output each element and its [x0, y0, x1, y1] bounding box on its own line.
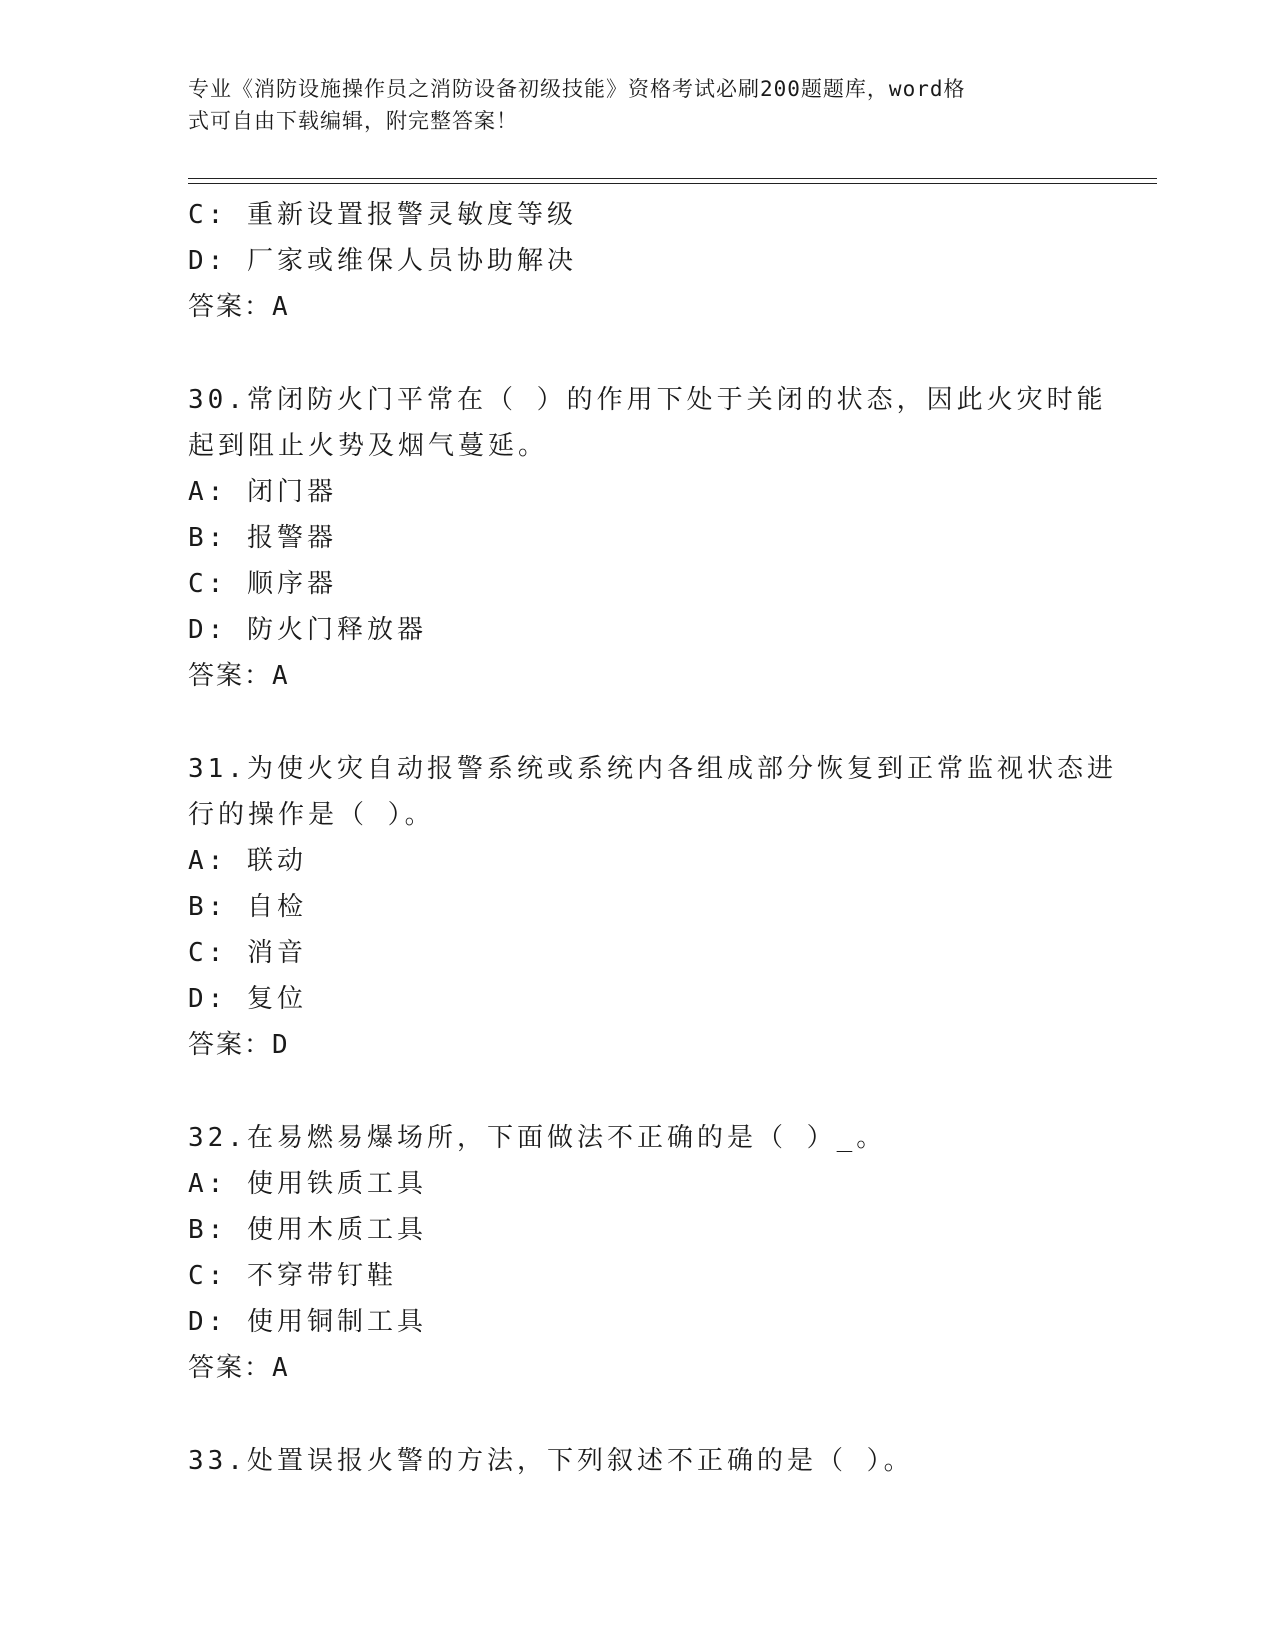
question-31 [188, 746, 1117, 1068]
question-stem: 33.处置误报火警的方法，下列叙述不正确的是（ ）。 [188, 1446, 914, 1476]
question-30 [188, 377, 1107, 699]
option-text: 闭门器 [246, 477, 337, 507]
option-label: B: [188, 892, 228, 922]
answer-value: A [272, 661, 290, 691]
question-29-continued [188, 192, 1088, 330]
option-c [188, 1253, 1088, 1299]
option-text: 复位 [246, 984, 307, 1014]
option-label: D: [188, 984, 228, 1014]
option-d [188, 238, 1088, 284]
option-label: D: [188, 246, 228, 276]
option-label: C: [188, 1261, 228, 1291]
option-label: C: [188, 938, 228, 968]
option-label: D: [188, 615, 228, 645]
answer-line [188, 1345, 1088, 1391]
option-d [188, 976, 1088, 1022]
option-d [188, 1299, 1088, 1345]
answer-line [188, 1022, 1088, 1068]
header-line-2: 式可自由下载编辑，附完整答案！ [188, 109, 518, 133]
question-stem: 30.常闭防火门平常在（ ）的作用下处于关闭的状态，因此火灾时能 [188, 385, 1107, 415]
option-a [188, 838, 1088, 884]
question-stem-continued: 起到阻止火势及烟气蔓延。 [188, 431, 549, 461]
option-a [188, 469, 1088, 515]
option-text: 使用铜制工具 [246, 1307, 427, 1337]
option-label: A: [188, 1169, 228, 1199]
option-text: 消音 [246, 938, 307, 968]
question-33 [188, 1438, 1088, 1484]
question-stem: 32.在易燃易爆场所，下面做法不正确的是（ ）_。 [188, 1123, 887, 1153]
question-stem-continued: 行的操作是（ ）。 [188, 800, 435, 830]
option-label: D: [188, 1307, 228, 1337]
answer-line [188, 653, 1088, 699]
answer-value: A [272, 292, 290, 322]
answer-label: 答案： [188, 1030, 273, 1060]
header-line-1: 专业《消防设施操作员之消防设备初级技能》资格考试必刷200题题库，word格 [188, 77, 966, 101]
option-text: 使用铁质工具 [246, 1169, 427, 1199]
answer-value: A [272, 1353, 290, 1383]
option-c [188, 561, 1088, 607]
answer-line [188, 284, 1088, 330]
question-stem: 31.为使火灾自动报警系统或系统内各组成部分恢复到正常监视状态进 [188, 754, 1117, 784]
option-label: A: [188, 477, 228, 507]
option-c [188, 930, 1088, 976]
header-divider-top [188, 178, 1157, 179]
option-text: 使用木质工具 [246, 1215, 427, 1245]
option-text: 厂家或维保人员协助解决 [246, 246, 577, 276]
option-label: A: [188, 846, 228, 876]
question-list [188, 192, 1117, 1484]
option-d [188, 607, 1088, 653]
answer-label: 答案： [188, 292, 273, 322]
answer-label: 答案： [188, 661, 273, 691]
option-text: 自检 [246, 892, 307, 922]
option-text: 防火门释放器 [246, 615, 427, 645]
option-text: 不穿带钉鞋 [246, 1261, 397, 1291]
document-header [188, 73, 1068, 137]
option-c [188, 192, 1088, 238]
answer-value: D [272, 1030, 290, 1060]
option-b [188, 1207, 1088, 1253]
header-divider-bottom [188, 183, 1157, 184]
option-label: C: [188, 569, 228, 599]
question-32 [188, 1115, 1088, 1391]
option-label: B: [188, 523, 228, 553]
option-label: B: [188, 1215, 228, 1245]
option-text: 重新设置报警灵敏度等级 [246, 200, 577, 230]
option-text: 联动 [246, 846, 307, 876]
option-text: 顺序器 [246, 569, 337, 599]
option-a [188, 1161, 1088, 1207]
option-label: C: [188, 200, 228, 230]
option-b [188, 515, 1088, 561]
option-b [188, 884, 1088, 930]
answer-label: 答案： [188, 1353, 273, 1383]
option-text: 报警器 [246, 523, 337, 553]
